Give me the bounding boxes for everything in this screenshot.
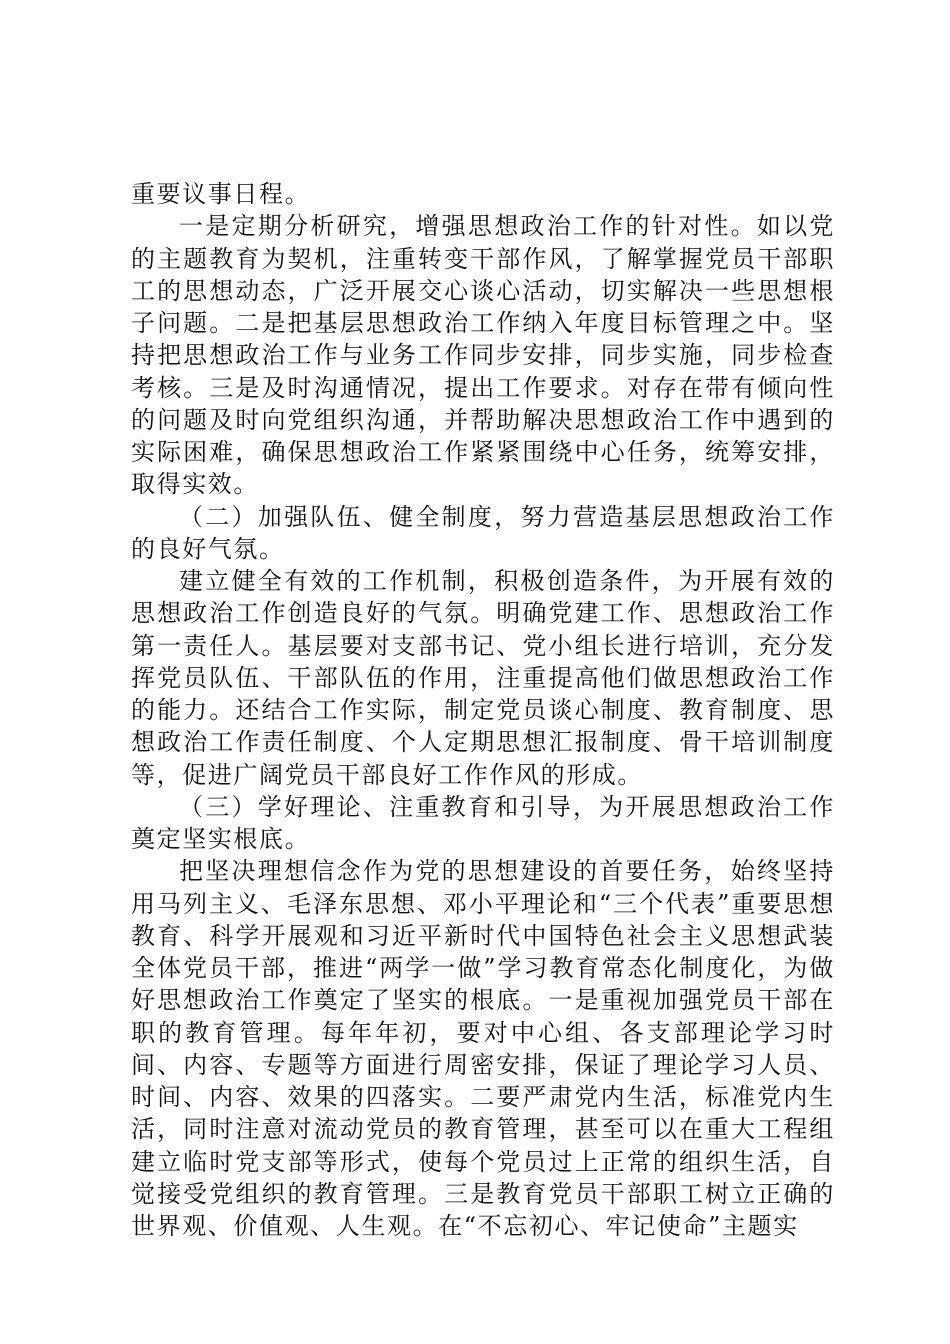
paragraph-continuation: 重要议事日程。 (131, 180, 311, 208)
paragraph-body: 把坚决理想信念作为党的思想建设的首要任务，始终坚持用马列主义、毛泽东思想、邓小平理论和“三个代表”重要思想教育、科学开展观和习近平新时代中国特色社会主义思想武装全体党员干部，推进“两学一做”学习教育常态化制度化，为做好思想政治工作奠定了坚实的根底。一是重视加强党员干部在职的教育管理。每年年初，要对中心组、各支部理论学习时间、内容、专题等方面进行周密安排，保证了理论学习人员、时间、内容、效果的四落实。二要严肃党内生活，标准党内生活，同时注意对流动党员的教育管理，甚至可以在重大工程组建立临时党支部等形式，使每个党员过上正常的组织生活，自觉接受党组织的教育管理。三是教育党员干部职工树立正确的世界观、价值观、人生观。在“不忘初心、牢记使命”主题实 (131, 857, 835, 1240)
paragraph-body: 建立健全有效的工作机制，积极创造条件，为开展有效的思想政治工作创造良好的气氛。明确党建工作、思想政治工作第一责任人。基层要对支部书记、党小组长进行培训，充分发挥党员队伍、干部队伍的作用，注重提高他们做思想政治工作的能力。还结合工作实际，制定党员谈心制度、教育制度、思想政治工作责任制度、个人定期思想汇报制度、骨干培训制度等，促进广阔党员干部良好工作作风的形成。 (131, 567, 835, 789)
paragraph-body: 一是定期分析研究，增强思想政治工作的针对性。如以党的主题教育为契机，注重转变干部作风，了解掌握党员干部职工的思想动态，广泛开展交心谈心活动，切实解决一些思想根子问题。二是把基层思想政治工作纳入年度目标管理之中。坚持把思想政治工作与业务工作同步安排，同步实施，同步检查考核。三是及时沟通情况，提出工作要求。对存在带有倾向性的问题及时向党组织沟通，并帮助解决思想政治工作中遇到的实际困难，确保思想政治工作紧紧围绕中心任务，统筹安排，取得实效。 (131, 212, 835, 499)
document-body (131, 178, 835, 1242)
section-heading: （三）学好理论、注重教育和引导，为开展思想政治工作奠定坚实根底。 (131, 792, 835, 853)
section-heading: （二）加强队伍、健全制度，努力营造基层思想政治工作的良好气氛。 (131, 502, 835, 563)
